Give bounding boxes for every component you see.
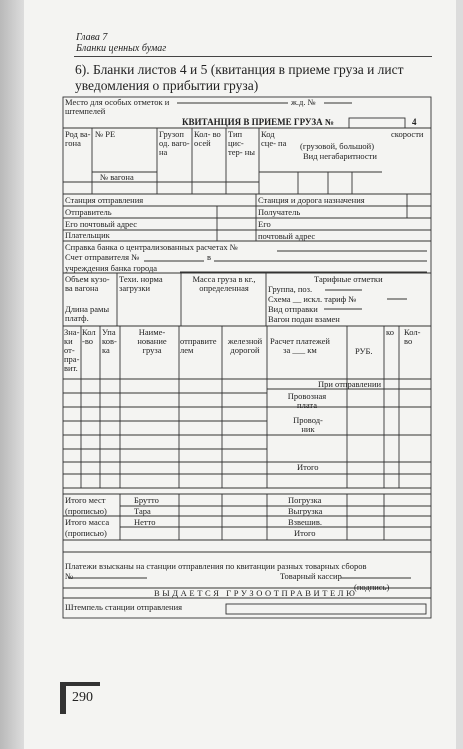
speed-label: скорости [391, 129, 424, 139]
g-by-sender: отправите лем [180, 336, 217, 355]
receipt-form [62, 96, 432, 619]
wagon-replaced-label: Вагон подан взамен [268, 314, 340, 324]
total-label-2: Итого [294, 528, 316, 538]
in-label: в [207, 252, 212, 262]
col-axles: Кол- во осей [194, 129, 221, 148]
g-count: Кол -во [82, 327, 96, 346]
g-name: Наиме- нование груза [137, 327, 167, 355]
mass-label: Масса груза в кг., определенная [192, 274, 256, 293]
col-tank-type: Тип цис- тер- ны [228, 129, 255, 157]
page-number: 290 [72, 690, 93, 705]
header-rule [74, 56, 432, 57]
body-volume-label: Объем кузо- ва вагона [65, 274, 110, 293]
col-coupling-code: Код сце- па [261, 129, 287, 148]
receiver-label: Получатель [258, 207, 301, 217]
at-departure-label: При отправлении [318, 379, 382, 389]
bank-city-label: учреждения банка города [65, 263, 158, 273]
payments-collected-label: Платежи взысканы на станции отправления по квитанции разных товарных сборов [65, 561, 367, 571]
receipt-caption: КВИТАНЦИЯ В ПРИЕМЕ ГРУЗА № [182, 117, 334, 127]
tech-norm-label: Техи. норма загрузки [119, 274, 163, 293]
net-label: Нетто [134, 517, 156, 527]
g-marks: Зна- ки от- пра- вит. [64, 327, 80, 373]
cashier-label: Товарный кассир [280, 571, 342, 581]
g-rub: РУБ. [355, 346, 373, 356]
g-packing: Упа ков- ка [102, 327, 117, 355]
total-label-1: Итого [297, 462, 319, 472]
postal-address-label: почтовый адрес [258, 231, 316, 241]
gross-label: Брутто [134, 495, 159, 505]
shipment-type-label: Вид отправки [268, 304, 318, 314]
g-by-railway: железной дорогой [227, 336, 263, 355]
col-wagon-kind: Род ва- гона [65, 129, 91, 148]
departure-station-label: Станция отправления [65, 195, 144, 205]
total-places-label: Итого мест [65, 495, 106, 505]
col-capacity: Грузоп од. ваго- на [159, 129, 190, 157]
speed-kind-label: (грузовой, большой) [300, 141, 375, 151]
scheme-label: Схема __ искл. тариф № [268, 294, 357, 304]
no-label: № [65, 571, 74, 581]
g-payment-calc: Расчет платежей за ___ км [270, 336, 330, 355]
page-number-rule [60, 682, 100, 686]
g-qty: Кол- во [404, 327, 421, 346]
wagon-no-label: № вагона [100, 172, 134, 182]
page-title: 6). Бланки листов 4 и 5 (квитанция в приеме груза и лист уведомления о прибытии груза) [75, 62, 404, 93]
destination-label: Станция и дорога назначения [258, 195, 365, 205]
oversize-label: Вид негабаритности [303, 151, 377, 161]
in-words-label-2: (прописью) [65, 528, 107, 538]
group-label: Группа, поз. [268, 284, 313, 294]
stamp-place-label: Место для особых отметок и штемпелей [65, 97, 170, 116]
g-ko: ко [386, 327, 394, 337]
zhd-label: ж.д. № [291, 97, 316, 107]
in-words-label-1: (прописью) [65, 506, 107, 516]
sheet-number: 4 [412, 117, 417, 127]
loading-label: Погрузка [288, 495, 322, 505]
page-number-bar [60, 682, 66, 714]
unloading-label: Выгрузка [288, 506, 323, 516]
conductor-label: Провод- ник [293, 415, 323, 434]
freight-charge-label: Провозная плата [287, 391, 327, 410]
col-re: № РЕ [95, 129, 116, 139]
weighing-label: Взвешив. [288, 517, 322, 527]
payer-label: Плательщик [65, 230, 110, 240]
frame-length-label: Длина рамы платф. [65, 304, 110, 323]
issued-to-sender-label: ВЫДАЕТСЯ ГРУЗООТПРАВИТЕЛЮ [154, 588, 358, 598]
sender-account-label: Счет отправителя № [65, 252, 140, 262]
signature-label: (подпись) [354, 582, 390, 592]
station-stamp-label: Штемпель станции отправления [65, 602, 183, 612]
chapter-label: Глава 7 [76, 32, 108, 43]
section-label: Бланки ценных бумаг [76, 43, 167, 54]
tariff-marks-label: Тарифные отметки [314, 274, 383, 284]
tare-label: Тара [134, 506, 151, 516]
receiver-ego-label: Его [258, 219, 271, 229]
bank-certificate-label: Справка банка о централизованных расчетах № [65, 242, 238, 252]
total-mass-label: Итого масса [65, 517, 110, 527]
sender-label: Отправитель [65, 207, 112, 217]
sender-address-label: Его почтовый адрес [65, 219, 138, 229]
